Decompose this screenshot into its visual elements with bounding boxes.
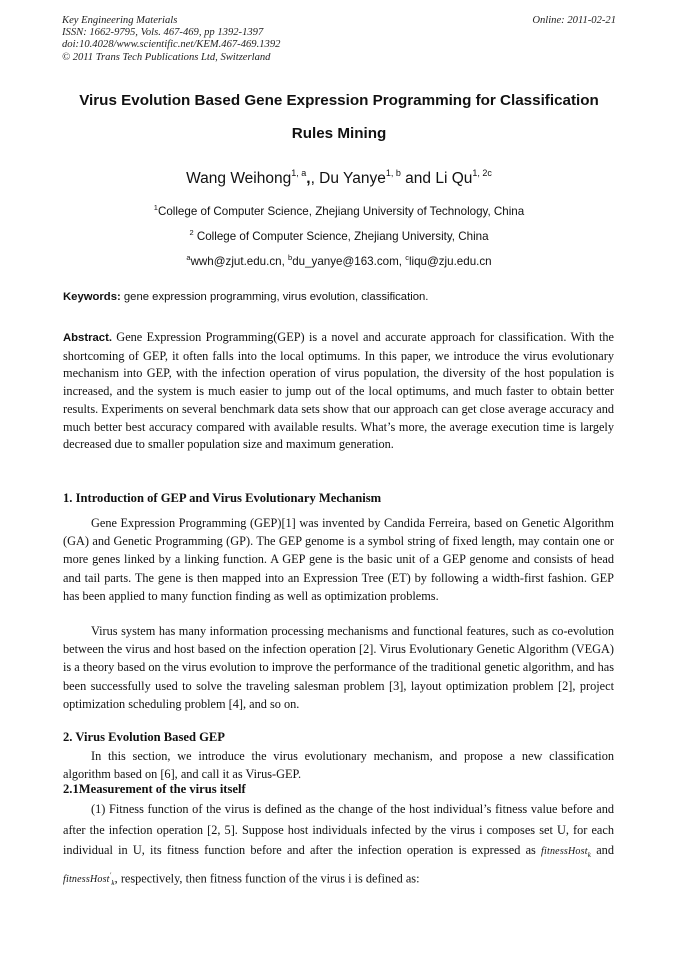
journal-header (62, 15, 616, 64)
abstract-text: Gene Expression Programming(GEP) is a novel and accurate approach for classification. With the shortcoming of GEP, it often falls into the local optimums. In this paper, we introduce the virus evolutionary mechanism into GEP, with the infection operation of virus population, the diversity of the host population is increased, and the system is much easier to jump out of the local optimums, and much faster to obtain better results. Experiments on several benchmark data sets show that our approach can get close average accuracy and much better best accuracy compared with available results. What’s more, the average execution time is largely decreased due to smaller population size and maximum generation. (63, 330, 614, 452)
online-date: Online: 2011-02-21 (532, 15, 616, 26)
abstract-label: Abstract. (63, 332, 112, 344)
paper-title-line-2: Rules Mining (291, 125, 387, 142)
author-emails: $^a$wwh@zjut.edu.cn, $^b$du_yanye@163.com, $^c$liqu@zju.edu.cn (186, 253, 492, 268)
keywords (63, 291, 618, 303)
section-1-paragraph-2: Virus system has many information processing mechanisms and functional features, such as co-evolution between the virus and host based on the infection operation [2]. Virus Evolutionary Genetic Algorithm (VEGA) is a theory based on the virus evolution to improve the performance of the traditional genetic algorithm, and has been successfully used to solve the traveling salesman problem [3], layout optimization problem [2], project optimization scheduling problem [4], and so on. (63, 624, 614, 711)
paper-title-line-1: Virus Evolution Based Gene Expression Programming for Classification (79, 92, 599, 109)
fitness-host-before: fitnessHost$_k$ (541, 846, 592, 859)
section-2-paragraph-2: (1) Fitness function of the virus is defined as the change of the host individual’s fitness value before and after the infection operation [2, 5]. Suppose host individuals infected by the virus i composes set U, for each individual in U, its fitness function before and after the infection operation is expressed as fitnessHost$_k$ and fitnessHost'$_k$, respectively, then fitness function of the virus i is defined as: (63, 802, 614, 887)
email-c: liqu@zju.edu.cn (408, 255, 492, 268)
author-2: , Du Yanye (310, 170, 386, 187)
copyright-line: © 2011 Trans Tech Publications Ltd, Switzerland (62, 51, 271, 63)
journal-name: Key Engineering Materials (62, 15, 178, 26)
section-1-paragraph-1: Gene Expression Programming (GEP)[1] was invented by Candida Ferreira, based on Genetic Algorithm (GA) and Genetic Programming (GP). The GEP genome is a symbol string of fixed length, may contain one or more genes linked by a linking function. A GEP gene is the basic unit of a GEP genome and consists of head and tail parts. The gene is then mapped into an Expression Tree (ET) by following a width-first fashion. GEP has been applied to many function finding as well as optimization problems. (63, 516, 614, 603)
issn-line: ISSN: 1662-9795, Vols. 467-469, pp 1392-1397 (62, 27, 264, 39)
author-3: and Li Qu (400, 170, 473, 187)
abstract (63, 329, 614, 454)
author-list (40, 168, 638, 188)
section-2-heading: 2. Virus Evolution Based GEP (63, 730, 226, 744)
email-a: wwh@zjut.edu.cn, (190, 255, 289, 268)
author-2-sup: 1, b (385, 168, 401, 178)
affiliation-2: $^2$ College of Computer Science, Zhejiang University, China (189, 228, 489, 243)
section-1-heading: 1. Introduction of GEP and Virus Evolutionary Mechanism (63, 491, 382, 505)
keywords-text: gene expression programming, virus evolution, classification. (120, 291, 429, 303)
doi-line: doi:10.4028/www.scientific.net/KEM.467-469.1392 (62, 39, 281, 51)
author-separator: , (306, 170, 311, 187)
affiliation-1: $^1$College of Computer Science, Zhejiang University of Technology, China (153, 203, 525, 218)
keywords-label: Keywords: (63, 291, 121, 303)
author-1-sup: 1, a (291, 168, 307, 178)
fitness-host-after: fitnessHost'$_k$ (63, 871, 115, 887)
section-2-paragraph-1: In this section, we introduce the virus evolutionary mechanism, and propose a new classification algorithm based on [6], and call it as Virus-GEP. (63, 749, 614, 782)
author-1: Wang Weihong (186, 170, 292, 187)
author-3-sup: 1, 2c (472, 168, 492, 178)
email-b: du_yanye@163.com, (292, 255, 406, 268)
subsection-2-1-heading: 2.1Measurement of the virus itself (63, 782, 246, 796)
